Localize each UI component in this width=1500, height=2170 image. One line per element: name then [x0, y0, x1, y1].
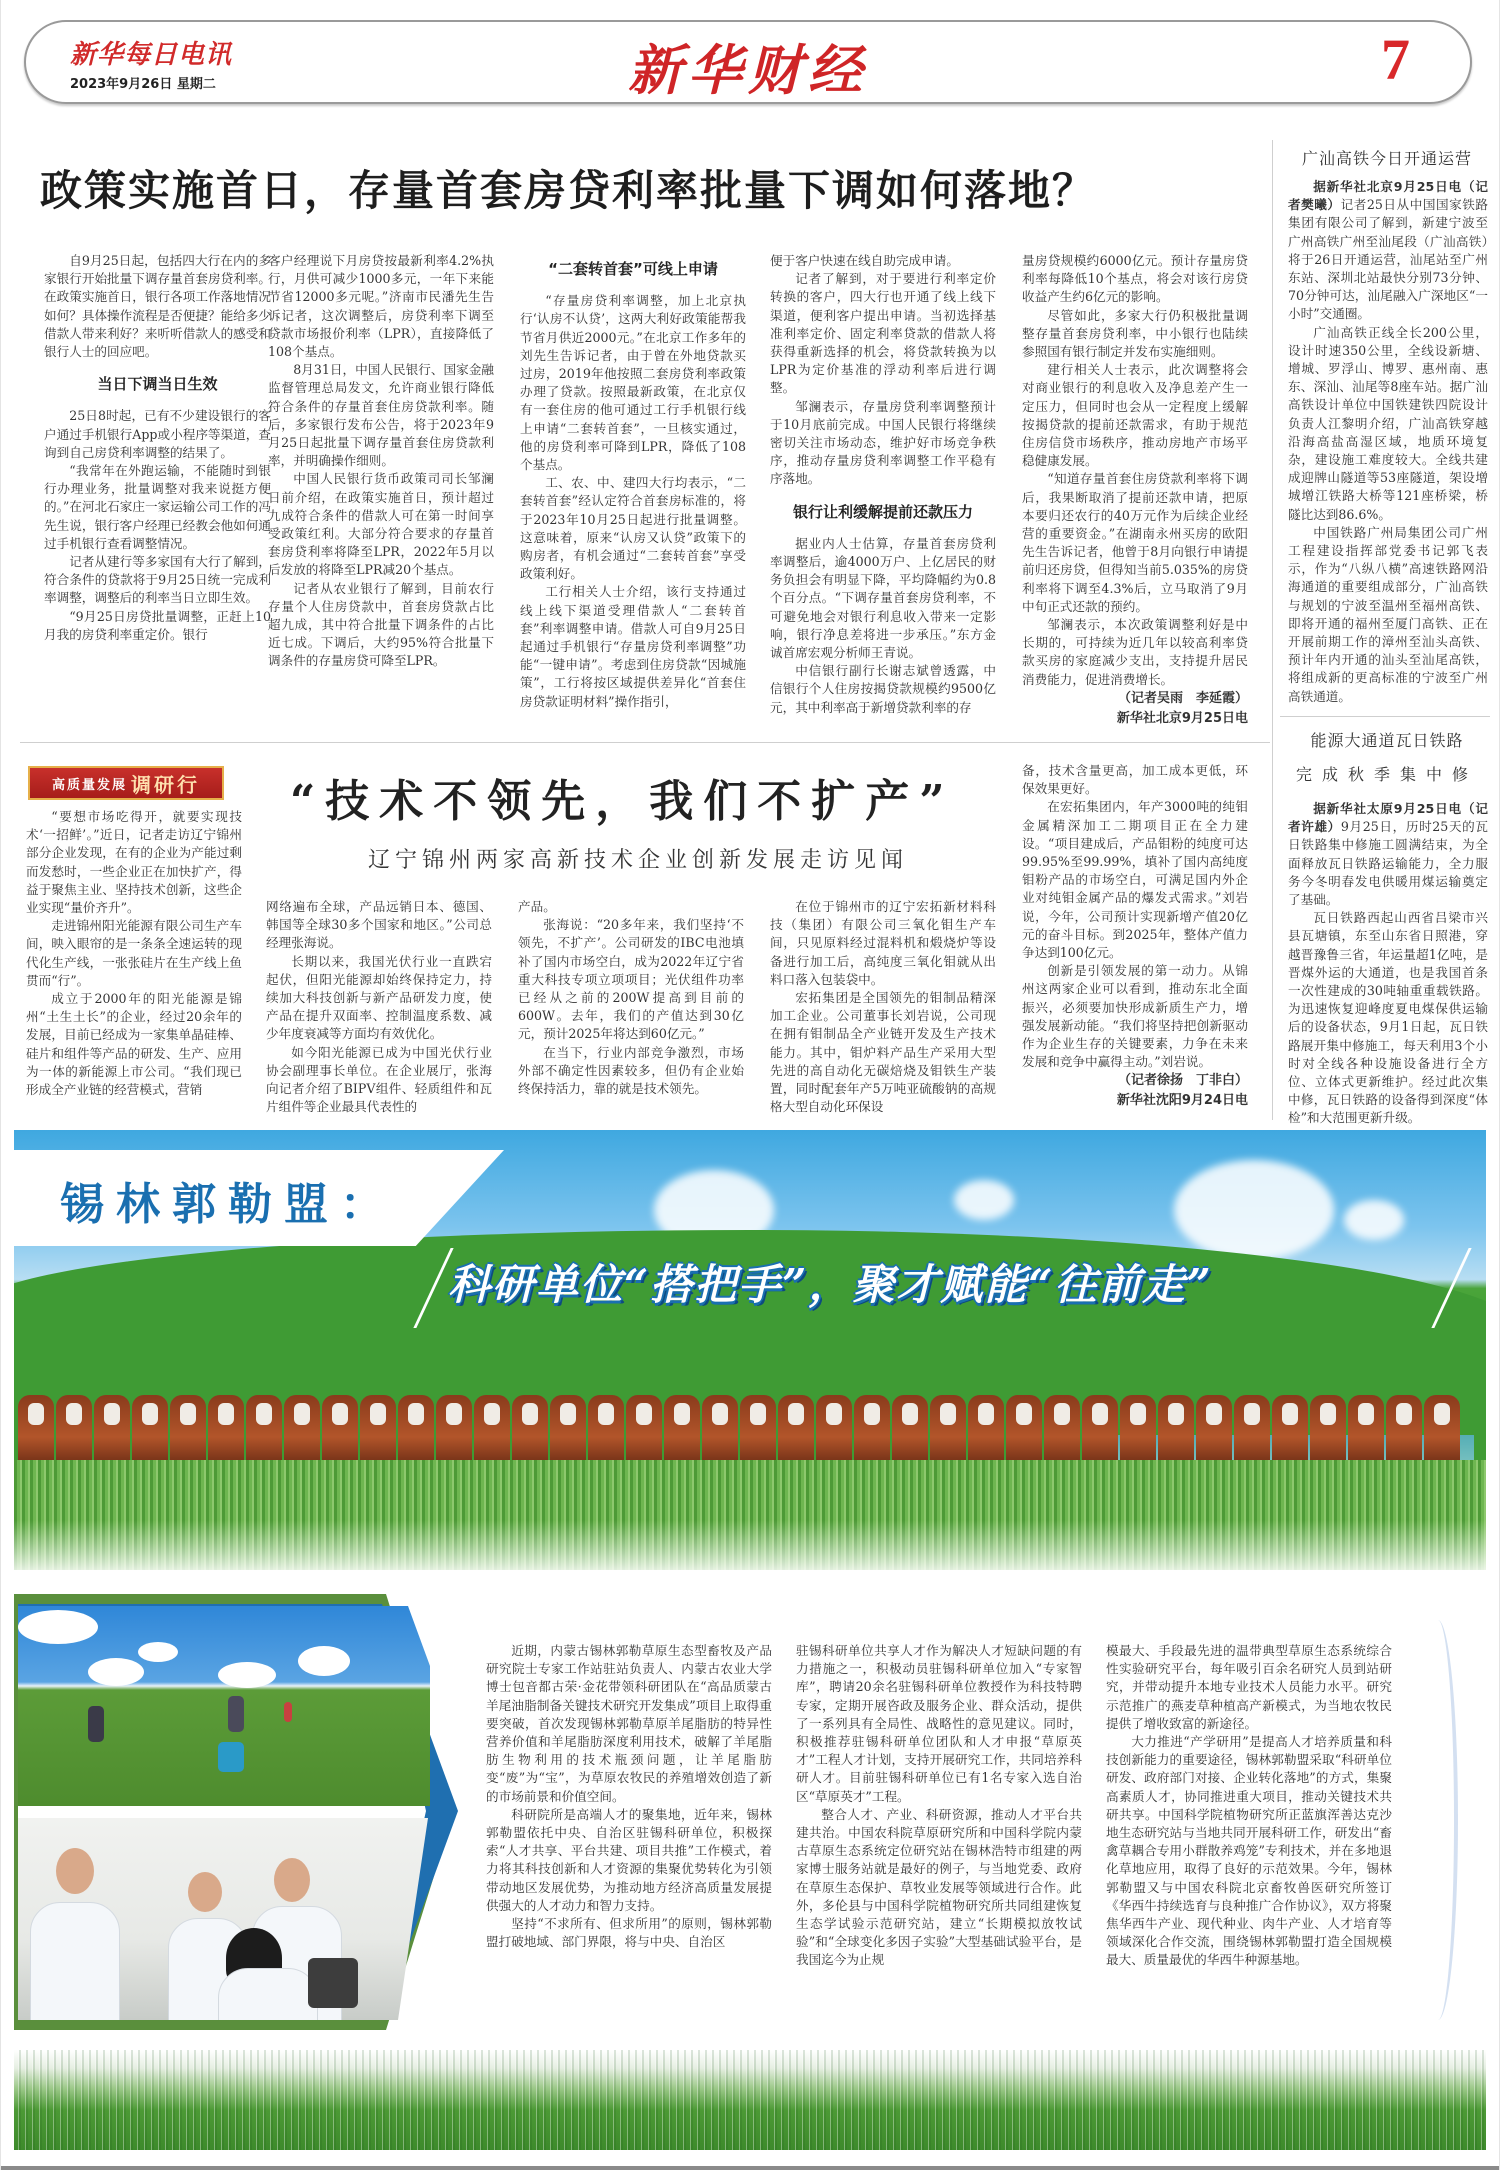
cow	[398, 1395, 434, 1465]
sidebar1-title: 广汕高铁今日开通运营	[1301, 149, 1472, 168]
sidebar1-body	[1288, 178, 1488, 706]
paragraph: 在位于锦州市的辽宁宏拓新材料科技（集团）有限公司三氧化钼生产车间，只见原料经过混料机和煅烧炉等设备进行加工后，高纯度三氧化钼就从出料口落入包装袋中。	[770, 899, 996, 987]
article1-col1	[44, 252, 271, 644]
paragraph: 记者从农业银行了解到，目前农行存量个人住房贷款中，首套房贷款占比超九成，其中符合批量下调条件的占比近七成。下调后，大约95%符合批量下调条件的存量房贷可降至LPR。	[268, 580, 494, 669]
cow	[246, 1395, 282, 1465]
page-number: 7	[1381, 27, 1410, 92]
cow	[18, 1395, 54, 1465]
dateline: 新华社北京9月25日电	[1116, 710, 1248, 726]
cow	[56, 1395, 92, 1465]
feature-col2	[796, 1642, 1082, 1970]
article2-col4	[770, 898, 996, 1116]
dateline: 新华社沈阳9月24日电	[1116, 1093, 1248, 1109]
paragraph: 客户经理说下月房贷按最新利率4.2%执行，月供可减少1000多元，一年下来能节省12000多元呢。”济南市民潘先生告诉记者，这次调整后，房贷利率下调至贷款市场报价利率（LPR），直接降低了108个基点。	[268, 253, 494, 360]
paragraph: 长期以来，我国光伏行业一直跌宕起伏，但阳光能源却始终保持定力，持续加大科技创新与新产品研发力度，使产品在提升双面率、控制温度系数、减少年度衰减等方面均有效优化。	[266, 953, 492, 1042]
paragraph: “知道存量首套住房贷款利率将下调后，我果断取消了提前还款申请，把原本要归还农行的40万元作为后续企业经营的重要资金。”在湖南永州买房的欧阳先生告诉记者，他曾于8月向银行申请提前归还房贷，但得知当前5.035%的房贷利率将下调至4.3%后，立马取消了9月中旬正式还款的预约。	[1022, 471, 1248, 614]
paragraph: “要想市场吃得开，就要实现技术‘一招鲜’。”近日，记者走访辽宁锦州部分企业发现，在有的企业为产能过剩而发愁时，一些企业正在加快扩产，得益于聚焦主业、坚持技术创新，这些企业实现“量价齐升”。	[26, 809, 242, 916]
paragraph: 走进锦州阳光能源有限公司生产车间，映入眼帘的是一条条全速运转的现代化生产线，一张张硅片在生产线上鱼贯而“行”。	[26, 918, 242, 988]
sidebar2-lead: 据新华社太原9月25日电（记者许雄）	[1288, 801, 1488, 835]
cloud	[1174, 1160, 1334, 1260]
section-divider	[20, 742, 1270, 743]
cow	[892, 1395, 928, 1465]
lab-research-photo	[18, 1818, 428, 2020]
paragraph: 成立于2000年的阳光能源是锦州“土生土长”的企业，经过20余年的发展，目前已经成为一家集单晶硅棒、硅片和组件等产品的研发、生产、应用为一体的新能源上市公司。“我们现已形成全产业链的经营模式，营销	[26, 991, 242, 1098]
paragraph: 邹澜表示，本次政策调整利好是中长期的，可持续为近几年以较高利率贷款买房的家庭减少支出，支持提升居民消费能力，促进消费增长。	[1022, 617, 1248, 687]
grass-fade	[14, 1520, 1486, 1570]
paragraph: 自9月25日起，包括四大行在内的多家银行开始批量下调存量首套房贷利率。在政策实施首日，银行各项工作落地情况如何？具体操作流程是否便捷？能给多少借款人带来利好？来听听借款人的感受和银行人士的回应吧。	[44, 253, 271, 360]
lab-coat	[30, 1902, 120, 2020]
paragraph: 张海说：“20多年来，我们坚持‘不领先，不扩产’。公司研发的IBC电池填补了国内市场空白，成为2022年辽宁省重大科技专项立项项目；光伏组件功率已经从之前的200W提高到目前的600W。去年，我们的产值达到30亿元，预计2025年将达到60亿元。”	[518, 917, 744, 1042]
cow	[1006, 1395, 1042, 1465]
paragraph: 模最大、手段最先进的温带典型草原生态系统综合性实验研究平台，每年吸引百余名研究人员到站研究，并带动提升本地专业技术人员能力水平。研究示范推广的燕麦草种植高产新模式，为当地农牧民提供了增收致富的新途径。	[1106, 1643, 1392, 1731]
feature-col3	[1106, 1642, 1392, 1970]
cow	[436, 1395, 472, 1465]
cow	[930, 1395, 966, 1465]
paragraph: 大力推进“产学研用”是提高人才培养质量和科技创新能力的重要途径，锡林郭勒盟采取“科研单位研发、政府部门对接、企业转化落地”的方式，集聚高素质人才，协同推进重大项目，推动关键技术共研共享。中国科学院植物研究所正蓝旗浑善达克沙地生态研究站与当地共同开展科研工作，研发出“畜禽草耦合专用小群散养鸡笼”专利技术，并在多地退化草地应用，取得了良好的示范效果。今年，锡林郭勒盟又与中国农科院北京畜牧兽医研究所签订《华西牛持续选育与良种推广合作协议》，双方将聚焦华西牛产业、现代种业、肉牛产业、人才培育等领域深化合作交流，围绕锡林郭勒盟打造全国规模最大、质量最优的华西牛种源基地。	[1106, 1734, 1392, 1968]
sidebar1-reporter: （记者樊曦）	[1288, 179, 1489, 213]
cow	[1158, 1395, 1194, 1465]
paragraph: 记者了解到，对于要进行利率定价转换的客户，四大行也开通了线上线下渠道，便利客户提出申请。当初选择基准利率定价、固定利率贷款的借款人将获得重新选择的机会，将贷款转换为以LPR为定价基准的浮动利率后进行调整。	[770, 271, 996, 396]
paragraph: “9月25日房贷批量调整，正赶上10月我的房贷利率重定价。银行	[44, 608, 271, 642]
cow	[1424, 1395, 1460, 1465]
cow	[94, 1395, 130, 1465]
article2-headline: “技术不领先，我们不扩产”	[290, 776, 955, 827]
paragraph: 记者25日从中国国家铁路集团有限公司了解到，新建宁波至广州高铁广州至汕尾段（广汕高铁）将于26日开通运营，汕尾站至广州东站、深圳北站最快分别73分钟、70分钟可达，汕尾融入广深地区“一小时”交通圈。	[1288, 197, 1488, 322]
issue-date: 2023年9月26日 星期二	[70, 77, 216, 92]
paragraph: 创新是引领发展的第一动力。从锦州这两家企业可以看到，推动东北全面振兴，必须要加快形成新质生产力，增强发展新动能。“我们将坚持把创新驱动作为企业生存的关键要素，力争在未来发展和竞争中赢得主动。”刘岩说。	[1022, 963, 1248, 1070]
paragraph: 在当下，行业内部竞争激烈，市场外部不确定性因素较多，但仍有企业始终保持活力，靠的就是技术领先。	[518, 1044, 744, 1097]
paragraph: 整合人才、产业、科研资源，推动人才平台共建共治。中国农科院草原研究所和中国科学院内蒙古草原生态系统定位研究站在锡林浩特市组建的两家博士服务站就是最好的例子，与当地党委、政府在草原生态保护、草牧业发展等领域进行合作。此外，多伦县与中国科学院植物研究所共同组建恢复生态学试验示范研究站，建立“长期模拟放牧试验”和“全球变化多因子实验”大型基础试验平台，是我国迄今为止规	[796, 1806, 1082, 1968]
paragraph: 8月31日，中国人民银行、国家金融监督管理总局发文，允许商业银行降低符合条件的存量首套住房贷款利率。随后，多家银行发布公告，将于2023年9月25日起批量下调存量首套住房贷款利率，并明确操作细则。	[268, 362, 494, 469]
masthead	[24, 20, 1472, 104]
person-head	[274, 1858, 310, 1902]
researcher	[228, 1696, 244, 1732]
article2-subheadline: 辽宁锦州两家高新技术企业创新发展走访见闻	[368, 848, 909, 873]
paragraph: 邹澜表示，存量房贷利率调整预计于10月底前完成。中国人民银行将继续密切关注市场动态，维护好市场竞争秩序，推动存量房贷利率调整工作平稳有序落地。	[770, 398, 996, 487]
article1-col5	[1022, 252, 1248, 729]
cow	[132, 1395, 168, 1465]
cow	[1044, 1395, 1080, 1465]
tag-small: 高质量发展	[51, 777, 127, 793]
paragraph: 据业内人士估算，存量首套房贷利率调整后，逾4000万户、上亿居民的财务负担会有明显下降，平均降幅约为0.8个百分点。“下调存量首套房贷利率，不可避免地会对银行利息收入带来一定影响，银行净息差将进一步承压。”东方金诚首席宏观分析师王青说。	[770, 535, 996, 661]
cow	[778, 1395, 814, 1465]
bottom-bar	[0, 2166, 1500, 2170]
cow	[664, 1395, 700, 1465]
cow	[1196, 1395, 1232, 1465]
cow	[702, 1395, 738, 1465]
cloud	[298, 1646, 350, 1676]
lab-coat	[218, 1968, 318, 2020]
paragraph: 便于客户快速在线自助完成申请。	[770, 253, 959, 268]
cow	[1310, 1395, 1346, 1465]
cloud	[218, 1662, 276, 1688]
paragraph: “我常年在外跑运输，不能随时到银行办理业务，批量调整对我来说挺方便的。”在河北石家庄一家运输公司工作的冯先生说，银行客户经理已经教会他如何通过手机银行查看调整情况。	[44, 463, 271, 551]
column-tag	[28, 766, 224, 800]
cow	[170, 1395, 206, 1465]
cow	[360, 1395, 396, 1465]
researcher	[88, 1706, 104, 1742]
paragraph: 尽管如此，多家大行仍积极批量调整存量首套房贷利率，中小银行也陆续参照国有银行制定并发布实施细则。	[1022, 307, 1248, 360]
cow	[1120, 1395, 1156, 1465]
article1-col4	[770, 252, 996, 717]
cow	[1386, 1395, 1422, 1465]
paragraph: 备，技术含量更高，加工成本更低，环保效果更好。	[1022, 763, 1248, 797]
sidebar-divider	[1280, 716, 1490, 717]
paragraph: 9月25日，历时25天的瓦日铁路集中修施工圆满结束，为全面释放瓦日铁路运输能力，全力服务今冬明春发电供暖用煤运输奠定了基础。	[1288, 819, 1488, 908]
banner-region-title: 锡林郭勒盟：	[60, 1179, 396, 1230]
paragraph: 中国人民银行货币政策司司长邹澜日前介绍，在政策实施首日，预计超过九成符合条件的借款人可在第一时间享受政策红利。大部分符合要求的存量首套房贷利率将降至LPR，2022年5月以后发放的将降至LPR减20个基点。	[268, 471, 494, 578]
researcher	[218, 1742, 244, 1772]
paragraph: 如今阳光能源已成为中国光伏行业协会副理事长单位。在企业展厅，张海向记者介绍了BIPV组件、轻质组件和瓦片组件等企业最具代表性的	[266, 1044, 492, 1115]
paragraph: 坚持“不求所有、但求所用”的原则，锡林郭勒盟打破地域、部门界限，将与中央、自治区	[486, 1916, 772, 1950]
paragraph: 中信银行副行长谢志斌曾透露，中信银行个人住房按揭贷款规模约9500亿元，其中利率高于新增贷款利率的存	[770, 663, 996, 715]
cow	[854, 1395, 890, 1465]
feature-col1	[486, 1642, 772, 1951]
sidebar2-title-line2: 完成秋季集中修	[1295, 765, 1478, 784]
column-divider	[1272, 720, 1273, 1120]
reporter-credit: （记者吴雨 李延霞）	[1117, 690, 1248, 706]
paragraph: 建行相关人士表示，此次调整将会对商业银行的利息收入及净息差产生一定压力，但同时也会从一定程度上缓解按揭贷款的提前还款需求，有助于规范住房信贷市场秩序，推动房地产市场平稳健康发展。	[1022, 362, 1248, 469]
person-head	[188, 1872, 222, 1912]
article2-col1	[26, 808, 242, 1099]
cloud	[18, 1610, 98, 1644]
paragraph: 中国铁路广州局集团公司广州工程建设指挥部党委书记郭飞表示，作为“八纵八横”高速铁路网沿海通道的重要组成部分，广汕高铁与规划的宁波至温州至福州高铁、即将开通的福州至厦门高铁、正在开展前期工作的漳州至汕头高铁、预计年内开通的汕头至汕尾高铁，将组成新的更高标准的宁波至广州高铁通道。	[1288, 524, 1488, 704]
paragraph: 瓦日铁路西起山西省吕梁市兴县瓦塘镇，东至山东省日照港，穿越晋豫鲁三省，年运量超1亿吨，是晋煤外运的大通道，也是我国首条一次性建成的30吨轴重重载铁路。为迅速恢复迎峰度夏电煤保供运输后的设备状态，9月1日起，瓦日铁路展开集中修施工，每天利用3个小时对全线各种设施设备进行全方位、立体式更新维护。经过此次集中修，瓦日铁路的设备得到深度“体检”和大范围更新升级。	[1288, 910, 1488, 1126]
sidebar1-lead: 据新华社北京9月25日电	[1313, 179, 1462, 194]
brand-logo: 新华每日电讯	[70, 40, 233, 70]
cow	[208, 1395, 244, 1465]
cow	[322, 1395, 358, 1465]
person-head	[56, 1848, 94, 1894]
banner-slogan: 科研单位“搭把手”，聚才赋能“往前走”	[448, 1260, 1213, 1309]
section-title: 新华财经	[628, 38, 868, 102]
tag-big: 调研行	[131, 772, 200, 797]
cow	[474, 1395, 510, 1465]
article1-col3	[520, 260, 746, 711]
paragraph: 广汕高铁正线全长200公里，设计时速350公里，全线设新塘、增城、罗浮山、博罗、惠州南、惠东、深汕、汕尾等8座车站。据广汕高铁设计单位中国铁建铁四院设计负责人江黎明介绍，广汕高铁穿越沿海高盐高湿区域，地质环境复杂，建设施工难度较大。全线共建成迎牌山隧道等53座隧道，架设增城增江铁路大桥等121座桥梁，桥隧比达到86.6%。	[1288, 324, 1488, 522]
article1-headline: 政策实施首日，存量首套房贷利率批量下调如何落地？	[40, 166, 1097, 215]
arc-decoration	[1418, 1620, 1458, 2020]
subhead: 当日下调当日生效	[97, 375, 218, 394]
cow	[968, 1395, 1004, 1465]
article1-col2	[268, 252, 494, 671]
cow	[1348, 1395, 1384, 1465]
cloud	[954, 1180, 1014, 1220]
bottom-grass-decoration	[14, 2050, 1486, 2150]
reporter-credit: （记者徐扬 丁非白）	[1117, 1073, 1248, 1089]
cow	[740, 1395, 776, 1465]
paragraph: 记者从建行等多家国有大行了解到，符合条件的贷款将于9月25日统一完成利率调整，调整后的利率当日立即生效。	[44, 554, 271, 606]
cow	[284, 1395, 320, 1465]
paragraph: 驻锡科研单位共享人才作为解决人才短缺问题的有力措施之一，积极动员驻锡科研单位加入“专家智库”，聘请20余名驻锡科研单位教授作为科技特聘专家，定期开展咨政及服务企业、群众活动，提供了一系列具有全局性、战略性的意见建议。同时，积极推荐驻锡科研单位团队和人才申报“草原英才”工程人才计划，支持开展研究工作，共同培养科研人才。目前驻锡科研单位已有1名专家入选自治区“草原英才”工程。	[796, 1643, 1082, 1804]
cow	[512, 1395, 548, 1465]
cloud	[1344, 1200, 1404, 1240]
paragraph: 工行相关人士介绍，该行支持通过线上线下渠道受理借款人“二套转首套”利率调整申请。借款人可自9月25日起通过手机银行“存量房贷利率调整”功能“一键申请”。考虑到住房贷款“因城施策”，工行将按区域提供差异化“首套住房贷款证明材料”操作指引，	[520, 584, 746, 709]
article2-col2	[266, 898, 492, 1116]
paragraph: 网络遍布全球，产品远销日本、德国、韩国等全球30多个国家和地区。”公司总经理张海说。	[266, 899, 492, 951]
paragraph: 25日8时起，已有不少建设银行的客户通过手机银行App或小程序等渠道，查询到自己房贷利率调整的结果了。	[44, 408, 271, 460]
cow	[550, 1395, 586, 1465]
column-divider	[1272, 140, 1273, 720]
article2-col5	[1022, 762, 1248, 1111]
cloud	[138, 1642, 178, 1662]
field-research-photo	[18, 1606, 430, 1806]
cow	[816, 1395, 852, 1465]
paragraph: 产品。	[518, 899, 556, 914]
paragraph: 量房贷规模约6000亿元。预计存量房贷利率每降低10个基点，将会对该行房贷收益产生约6亿元的影响。	[1022, 253, 1248, 305]
paragraph: 科研院所是高端人才的聚集地，近年来，锡林郭勒盟依托中央、自治区驻锡科研单位，积极探索“人才共享、平台共建、项目共推”工作模式，着力将其科技创新和人才资源的集聚优势转化为引领带动地区发展优势，为推动地方经济高质量发展提供强大的人才动力和智力支持。	[486, 1806, 772, 1913]
cow	[1234, 1395, 1270, 1465]
article2-col3	[518, 898, 744, 1098]
paragraph: 近期，内蒙古锡林郭勒草原生态型畜牧及产品研究院士专家工作站驻站负责人、内蒙古农业大学博士包音都古荣·金花带领科研团队在“高品质蒙古羊尾油脂制备关键技术研究开发集成”项目上取得重要突破，首次发现锡林郭勒草原羊尾脂肪的特异性营养价值和羊尾脂肪深度利用技术，破解了羊尾脂肪生物利用的技术瓶颈问题，让羊尾脂肪变“废”为“宝”，为草原农牧民的养殖增效创造了新的市场前景和价值空间。	[486, 1643, 772, 1804]
sidebar2-body	[1288, 800, 1488, 1128]
cow	[626, 1395, 662, 1465]
sidebar2-title-line1: 能源大通道瓦日铁路	[1310, 731, 1464, 750]
cattle-herd	[14, 1375, 1486, 1465]
paragraph: “存量房贷利率调整，加上北京执行‘认房不认贷’，这两大利好政策能帮我节省月供近2000元。”在北京工作多年的刘先生告诉记者，由于曾在外地贷款买过房，2019年他按照二套房贷利率政策办理了贷款。按照最新政策，在北京仅有一套住房的他可通过工行手机银行线上申请“二套转首套”，一旦核实通过，他的房贷利率可降到LPR，降低了108个基点。	[520, 293, 746, 473]
microscope	[308, 1958, 358, 2008]
cow	[1272, 1395, 1308, 1465]
subhead: 银行让利缓解提前还款压力	[792, 502, 973, 521]
cloud	[88, 1658, 144, 1686]
paragraph: 工、农、中、建四大行均表示，“二套转首套”经认定符合首套房标准的，将于2023年10月25日起进行批量调整。这意味着，原来“认房又认贷”政策下的购房者，有机会通过“二套转首套”享受政策利好。	[520, 475, 746, 582]
cow	[588, 1395, 624, 1465]
researcher	[284, 1702, 292, 1722]
paragraph: 宏拓集团是全国领先的钼制品精深加工企业。公司董事长刘岩说，公司现在拥有钼制品全产业链开发及生产技术能力。其中，钼炉料产品生产采用大型先进的高自动化无碳焙烧及钼铁生产装置，同时配套年产5万吨亚硫酸钠的高规格大型自动化环保设	[770, 990, 996, 1115]
paragraph: 在宏拓集团内，年产3000吨的纯钼金属精深加工二期项目正在全力建设。“项目建成后，产品钼粉的纯度可达99.95%至99.99%，填补了国内高纯度钼粉产品的市场空白，可满足国内外企业对纯钼金属产品的爆发式需求。”刘岩说，今年，公司预计实现新增产值20亿元的奋斗目标。到2025年，整体产值力争达到100亿元。	[1022, 799, 1248, 961]
cow	[1082, 1395, 1118, 1465]
subhead: “二套转首套”可线上申请	[548, 260, 718, 278]
